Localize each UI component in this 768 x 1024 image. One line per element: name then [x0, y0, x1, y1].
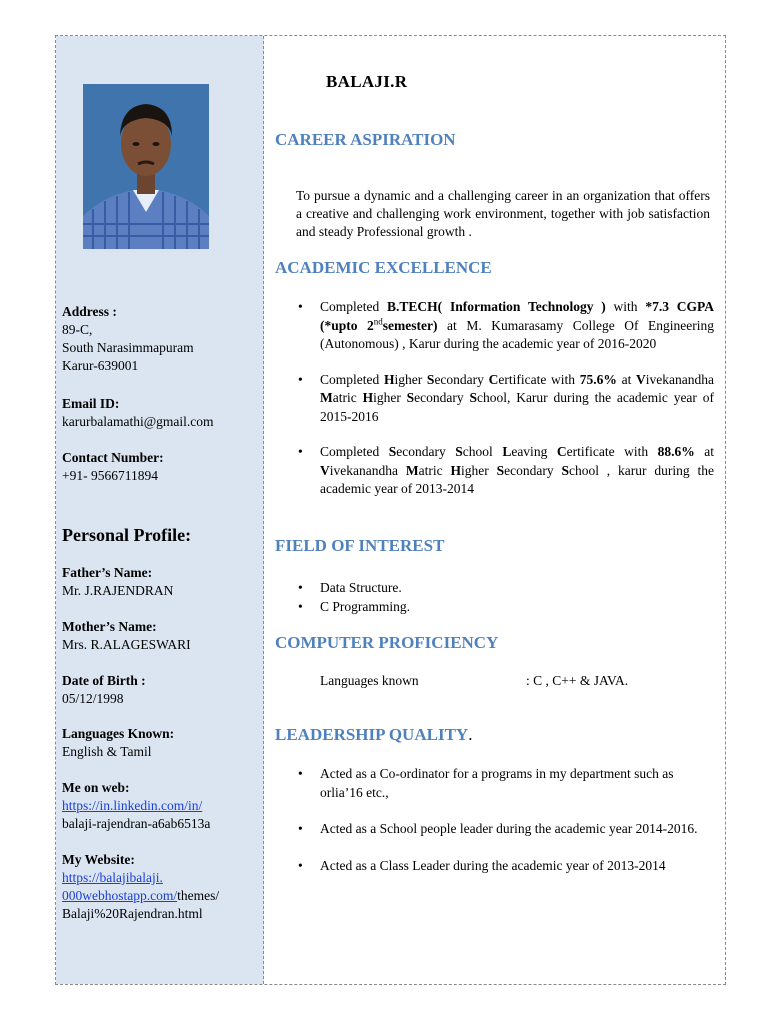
- languages-known-value: : C , C++ & JAVA.: [526, 673, 629, 688]
- academic-item-btech: • Completed B.TECH( Information Technology ) with *7.3 CGPA (*upto 2ndsemester) at M. Kumarasamy College Of Engineering (Autonomous) , Karur during the academic year of 2016-2020: [296, 298, 714, 354]
- computer-proficiency-heading: COMPUTER PROFICIENCY: [275, 633, 499, 652]
- web-block: [62, 779, 262, 833]
- linkedin-link[interactable]: https://in.linkedin.com/in/: [62, 798, 203, 813]
- web-link-rest: balaji-rajendran-a6ab6513a: [62, 816, 211, 831]
- interest-list: [296, 579, 714, 616]
- father-block: [62, 564, 262, 600]
- mother-value: Mrs. R.ALAGESWARI: [62, 637, 191, 652]
- leadership-list: [296, 765, 714, 875]
- leadership-quality-heading: LEADERSHIP QUALITY.: [275, 725, 473, 744]
- dob-block: [62, 672, 262, 708]
- field-of-interest-heading: FIELD OF INTEREST: [275, 536, 445, 555]
- profile-photo: [83, 84, 209, 249]
- address-label: Address :: [62, 304, 117, 319]
- website-link[interactable]: 000webhostapp.com/: [62, 888, 178, 903]
- languages-value: English & Tamil: [62, 744, 152, 759]
- languages-known-row: [320, 673, 629, 689]
- leadership-item: • Acted as a Class Leader during the academic year of 2013-2014: [296, 857, 714, 876]
- profile-photo-art: [83, 84, 209, 249]
- email-label: Email ID:: [62, 396, 120, 411]
- career-aspiration-heading: CAREER ASPIRATION: [275, 130, 456, 149]
- dob-value: 05/12/1998: [62, 691, 124, 706]
- address-block: [62, 303, 262, 375]
- academic-item-hsc: • Completed Higher Secondary Certificate with 75.6% at Vivekanandha Matric Higher Secondary School, Karur during the academic year of 2015-2016: [296, 371, 714, 427]
- website-block: [62, 851, 262, 923]
- candidate-name: BALAJI.R: [326, 72, 408, 91]
- website-label: My Website:: [62, 852, 135, 867]
- academic-item-sslc: • Completed Secondary School Leaving Certificate with 88.6% at Vivekanandha Matric Higher Secondary School , karur during the academic year of 2013-2014: [296, 443, 714, 499]
- address-line: Karur-639001: [62, 358, 139, 373]
- interest-item: • Data Structure.: [296, 579, 714, 598]
- academic-list: [296, 298, 714, 499]
- contact-label: Contact Number:: [62, 450, 164, 465]
- father-value: Mr. J.RAJENDRAN: [62, 583, 174, 598]
- dob-label: Date of Birth :: [62, 673, 146, 688]
- leadership-item: • Acted as a School people leader during the academic year 2014-2016.: [296, 820, 714, 839]
- contact-value: +91- 9566711894: [62, 468, 158, 483]
- contact-block: [62, 449, 262, 485]
- website-link-rest: themes/: [177, 888, 220, 903]
- address-line: 89-C,: [62, 322, 93, 337]
- email-block: [62, 395, 262, 431]
- languages-known-label: Languages known: [320, 673, 419, 688]
- personal-profile-heading: Personal Profile:: [62, 525, 192, 545]
- email-value: karurbalamathi@gmail.com: [62, 414, 214, 429]
- father-label: Father’s Name:: [62, 565, 153, 580]
- website-link-rest: Balaji%20Rajendran.html: [62, 906, 203, 921]
- mother-block: [62, 618, 262, 654]
- languages-block: [62, 725, 262, 761]
- career-aspiration-text: To pursue a dynamic and a challenging career in an organization that offers a creative and challenging work environment, together with job satisfaction and steady Professional growth .: [296, 188, 710, 239]
- leadership-item: • Acted as a Co-ordinator for a programs in my department such as orlia’16 etc.,: [296, 765, 714, 802]
- website-link[interactable]: https://balajibalaji.: [62, 870, 163, 885]
- mother-label: Mother’s Name:: [62, 619, 157, 634]
- interest-item: • C Programming.: [296, 598, 714, 617]
- web-label: Me on web:: [62, 780, 130, 795]
- languages-label: Languages Known:: [62, 726, 175, 741]
- address-line: South Narasimmapuram: [62, 340, 194, 355]
- academic-excellence-heading: ACADEMIC EXCELLENCE: [275, 258, 492, 277]
